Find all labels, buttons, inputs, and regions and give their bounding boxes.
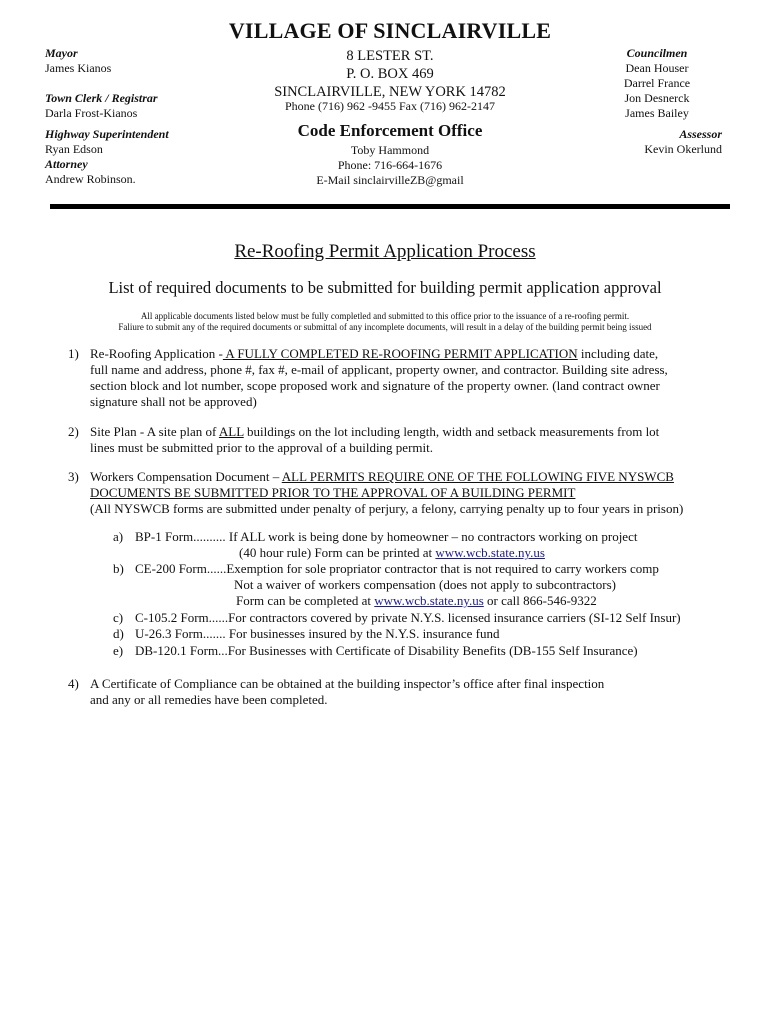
item3-underlined-2: DOCUMENTS BE SUBMITTED PRIOR TO THE APPROVAL OF A BUILDING PERMIT xyxy=(90,485,576,500)
council-member: Darrel France xyxy=(623,76,691,90)
item-number: 1) xyxy=(68,346,79,361)
sub-letter: c) xyxy=(113,610,124,625)
document-subheading: List of required documents to be submitted for building permit application approval xyxy=(108,278,662,297)
address-line-3: SINCLAIRVILLE, NEW YORK 14782 xyxy=(274,84,506,100)
note-line-2: Faliure to submit any of the required documents or submittal of any incomplete documents, will result in a delay of the building permit being issued xyxy=(118,322,652,332)
item2-lead: Site Plan - A site plan of xyxy=(90,424,219,439)
item1-underlined: A FULLY COMPLETED RE-ROOFING PERMIT APPLICATION xyxy=(222,346,578,361)
item-number: 4) xyxy=(68,676,79,691)
item1-lead: Re-Roofing Application - xyxy=(90,346,223,361)
item3-line-3: (All NYSWCB forms are submitted under penalty of perjury, a felony, carrying penalty up to four years in prison) xyxy=(90,501,684,516)
council-member: Jon Desnerck xyxy=(624,91,690,105)
item-number: 2) xyxy=(68,424,79,439)
sub-b-text: CE-200 Form......Exemption for sole propriator contractor that is not required to carry workers comp xyxy=(135,561,659,576)
list-item-4 xyxy=(68,676,738,708)
item2-rest: buildings on the lot including length, width and setback measurements from lot xyxy=(243,424,660,439)
officer-phone: Phone: 716-664-1676 xyxy=(337,158,443,172)
sub-letter: a) xyxy=(113,529,124,544)
item1-line-4: signature shall not be approved) xyxy=(90,394,257,409)
page-title: VILLAGE OF SINCLAIRVILLE xyxy=(228,18,552,43)
sub-b-cont-2: Form can be completed at xyxy=(236,593,375,608)
wcb-link[interactable]: www.wcb.state.ny.us xyxy=(435,545,545,560)
sub-item-d xyxy=(113,626,733,642)
sub-letter: b) xyxy=(113,561,124,576)
sub-item-c xyxy=(113,610,733,626)
sub-d-text: U-26.3 Form....... For businesses insured by the N.Y.S. insurance fund xyxy=(135,626,500,641)
assessor-role: Assessor xyxy=(679,127,722,141)
address-line-1: 8 LESTER ST. xyxy=(346,48,434,64)
document-heading: Re-Roofing Permit Application Process xyxy=(234,241,536,262)
item3-underlined-1: ALL PERMITS REQUIRE ONE OF THE FOLLOWING FIVE NYSWCB xyxy=(281,469,674,484)
officer-name: Toby Hammond xyxy=(350,143,430,157)
sub-item-e xyxy=(113,643,733,659)
item4-line-2: and any or all remedies have been completed. xyxy=(90,692,328,707)
sub-letter: d) xyxy=(113,626,124,641)
attorney-name: Andrew Robinson. xyxy=(45,172,136,186)
clerk-name: Darla Frost-Kianos xyxy=(45,106,138,120)
sub-letter: e) xyxy=(113,643,124,658)
sub-c-text: C-105.2 Form......For contractors covered by private N.Y.S. licensed insurance carriers (SI-12 Self Insur) xyxy=(135,610,681,625)
village-address xyxy=(200,47,580,101)
sub-a-text: BP-1 Form.......... If ALL work is being done by homeowner – no contractors working on project xyxy=(135,529,638,544)
sub-b-cont-1: Not a waiver of workers compensation (does not apply to subcontractors) xyxy=(234,577,616,592)
council-member: James Bailey xyxy=(625,106,689,120)
highway-name: Ryan Edson xyxy=(45,142,103,156)
item2-underlined: ALL xyxy=(218,424,244,439)
right-officials xyxy=(562,46,722,157)
note-line-1: All applicable documents listed below must be fully completled and submitted to this office prior to the issuance of a re-roofing permit. xyxy=(140,311,630,321)
sub-item-b xyxy=(113,561,733,609)
sub-a-cont: (40 hour rule) Form can be printed at xyxy=(239,545,436,560)
officer-email: E-Mail sinclairvilleZB@gmail xyxy=(316,173,464,187)
list-item-3 xyxy=(68,469,738,517)
item3-lead: Workers Compensation Document – xyxy=(90,469,282,484)
clerk-role: Town Clerk / Registrar xyxy=(45,91,158,105)
wcb-link[interactable]: www.wcb.state.ny.us xyxy=(374,593,484,608)
mayor-name: James Kianos xyxy=(45,61,112,75)
mayor-role: Mayor xyxy=(45,46,78,60)
council-member: Dean Houser xyxy=(625,61,689,75)
item4-line-1: A Certificate of Compliance can be obtained at the building inspector’s office after final inspection xyxy=(90,676,605,691)
item2-line-2: lines must be submitted prior to the approval of a building permit. xyxy=(90,440,433,455)
item1-line-3: section block and lot number, scope proposed work and signature of the property owner. (land contract owner xyxy=(90,378,660,393)
office-title: Code Enforcement Office xyxy=(297,121,483,140)
attorney-role: Attorney xyxy=(45,157,88,171)
highway-role: Highway Superintendent xyxy=(45,127,169,141)
sub-e-text: DB-120.1 Form...For Businesses with Certificate of Disability Benefits (DB-155 Self Insurance) xyxy=(135,643,638,658)
item-number: 3) xyxy=(68,469,79,484)
council-role: Councilmen xyxy=(626,46,688,60)
sub-b-cont-3: or call 866-546-9322 xyxy=(483,593,597,608)
header-divider xyxy=(50,204,730,209)
item1-rest: including date, xyxy=(577,346,659,361)
list-item-2 xyxy=(68,424,738,456)
assessor-name: Kevin Okerlund xyxy=(644,142,722,156)
item1-line-2: full name and address, phone #, fax #, e-mail of applicant, property owner, and contractor. Building site adress, xyxy=(90,362,668,377)
officer-contact xyxy=(200,143,580,188)
list-item-1 xyxy=(68,346,738,410)
phone-fax: Phone (716) 962 -9455 Fax (716) 962-2147 xyxy=(285,99,495,113)
sub-item-a xyxy=(113,529,733,561)
address-line-2: P. O. BOX 469 xyxy=(346,66,434,82)
